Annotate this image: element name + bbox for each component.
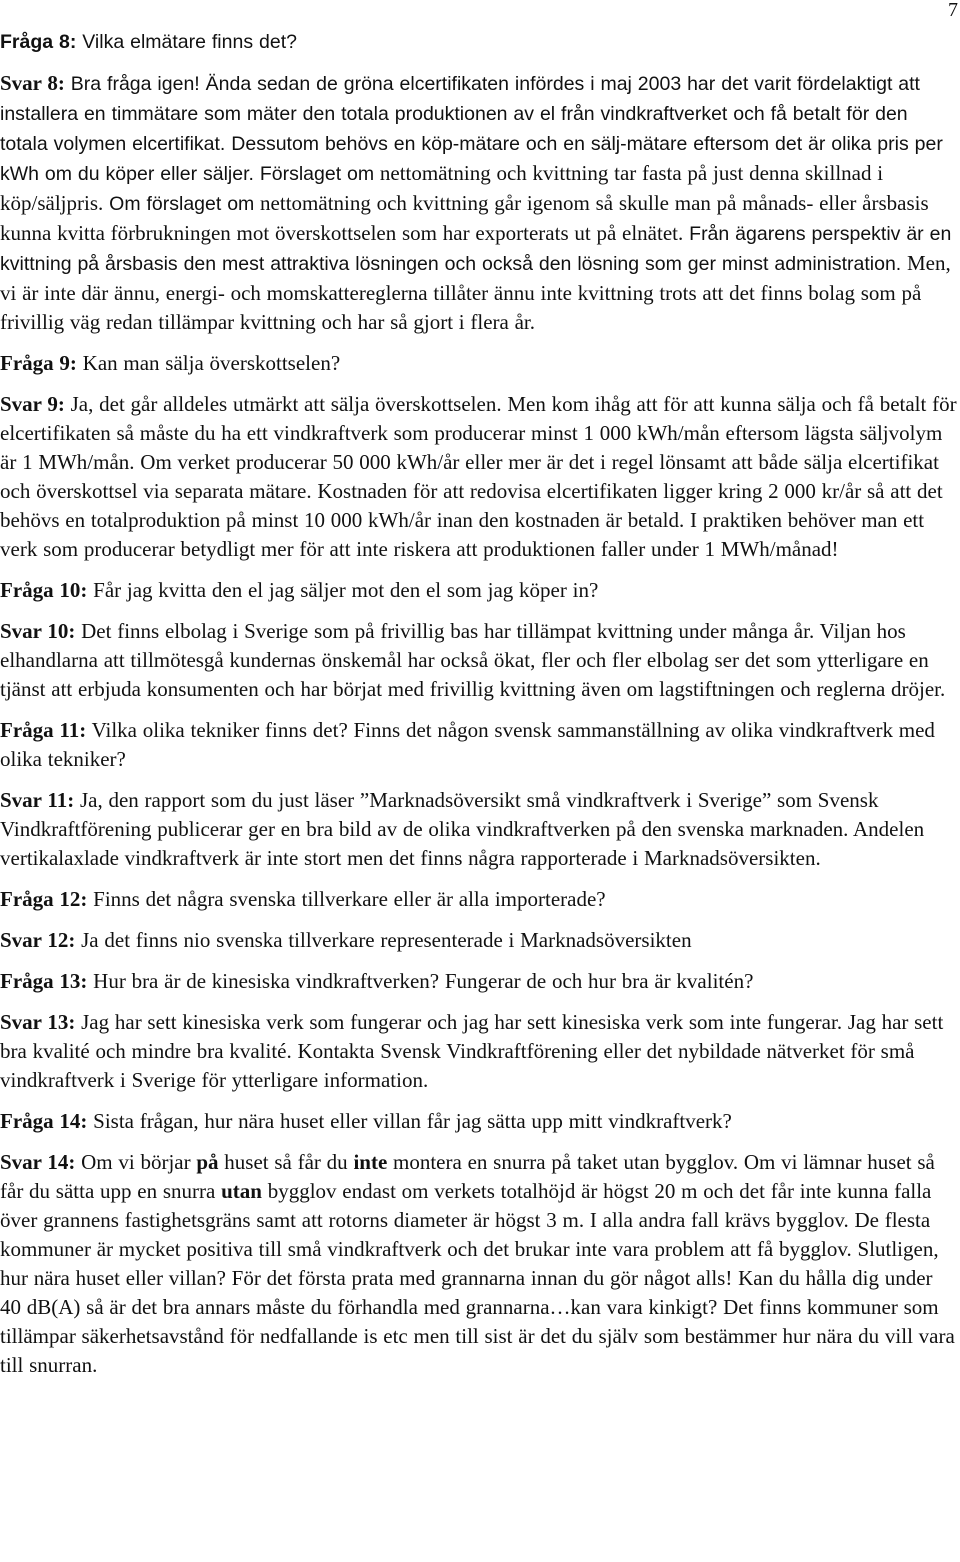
answer-12: [0, 926, 958, 955]
question-label: Fråga 11:: [0, 718, 87, 742]
question-text: Kan man sälja överskottselen?: [76, 351, 341, 375]
question-label: Fråga 14:: [0, 1109, 88, 1133]
question-label: Fråga 12:: [0, 887, 88, 911]
answer-text: huset så får du: [218, 1150, 354, 1174]
question-text: Finns det några svenska tillverkare eller är alla importerade?: [87, 887, 606, 911]
question-label: Fråga 9:: [0, 351, 77, 375]
answer-text: Bra fråga igen! Ända sedan de gröna elcertifikaten infördes i maj 2003 har det varit fördelaktigt att installera en timmätare som mäter den totala produktionen av el från vindkraftverket och få betalt för den totala volymen elcertifikat. Dessutom behövs en köp-mätare och en sälj-mätare eftersom det är olika pris per kWh om du köper eller säljer. Förslaget om: [0, 73, 943, 185]
answer-text: nettomätning och kvittning går igenom så skulle man på månads- eller årsbasis kunna kvitta förbrukningen mot överskottselen som har exporterats ut på elnätet.: [0, 191, 929, 245]
question-9: [0, 349, 958, 378]
answer-11: [0, 786, 958, 873]
faq-content: [0, 28, 958, 1392]
question-10: [0, 576, 958, 605]
emphasis-text: inte: [353, 1150, 388, 1174]
question-text: Sista frågan, hur nära huset eller villan får jag sätta upp mitt vindkraftverk?: [87, 1109, 732, 1133]
answer-9: [0, 390, 958, 564]
emphasis-text: på: [196, 1150, 219, 1174]
answer-text: Ja det finns nio svenska tillverkare representerade i Marknadsöversikten: [75, 928, 692, 952]
answer-13: [0, 1008, 958, 1095]
answer-text: nettomätning och kvittning tar fasta på just denna skillnad i köp/säljpris.: [0, 161, 884, 215]
answer-label: Svar 8:: [0, 71, 65, 95]
emphasis-text: utan: [221, 1179, 262, 1203]
answer-label: Svar 10:: [0, 619, 76, 643]
answer-label: Svar 13:: [0, 1010, 76, 1034]
answer-text: Det finns elbolag i Sverige som på frivillig bas har tillämpat kvittning under många år. Viljan hos elhandlarna att tillmötesgå kundernas önskemål har också ökat, fler och fler elbolag ser det som ytterligare en tjänst att erbjuda konsumenten och har börjat med frivillig kvittning även om lagstiftningen och reglerna dröjer.: [0, 619, 946, 701]
answer-text: bygglov endast om verkets totalhöjd är högst 20 m och det får inte kunna falla över grannens fastighetsgräns samt att rotorns diameter är högst 3 m. I alla andra fall krävs bygglov. De flesta kommuner är mycket positiva till små vindkraftverk och det brukar inte vara problem att få bygglov. Slutligen, hur nära huset eller villan? För det första prata med grannarna innan du gör något alls! Kan du hålla dig under 40 dB(A) så är det bra annars måste du förhandla med grannarna…kan vara kinkigt? Det finns kommuner som tillämpar säkerhetsavstånd för nedfallande is etc men till sist är det du själv som bestämmer hur nära du vill vara till snurran.: [0, 1179, 955, 1377]
question-label: Fråga 10:: [0, 578, 88, 602]
answer-text: Om vi börjar: [75, 1150, 197, 1174]
question-label: Fråga 13:: [0, 969, 88, 993]
answer-label: Svar 9:: [0, 392, 65, 416]
answer-label: Svar 11:: [0, 788, 75, 812]
question-text: Vilka elmätare finns det?: [76, 31, 297, 53]
answer-text: Från ägarens perspektiv är en kvittning på årsbasis den mest attraktiva lösningen och också den lösning som ger minst administration.: [0, 223, 952, 275]
answer-text: Ja, det går alldeles utmärkt att sälja överskottselen. Men kom ihåg att för att kunna sälja och få betalt för elcertifikaten så måste du ha ett vindkraftverk som producerar minst 1 000 kWh/mån eftersom lägsta säljvolym är 1 MWh/mån. Om verket producerar 50 000 kWh/år eller mer är det i regel lönsamt att både sälja elcertifikat och överskottsel via separata mätare. Kostnaden för att redovisa elcertifikaten ligger kring 2 000 kr/år så att det behövs en totalproduktion på minst 10 000 kWh/år inan den kostnaden är betald. I praktiken behöver man ett verk som producerar betydligt mer för att inte riskera att produktionen faller under 1 MWh/månad!: [0, 392, 957, 561]
answer-10: [0, 617, 958, 704]
answer-text: Jag har sett kinesiska verk som fungerar och jag har sett kinesiska verk som inte fungerar. Jag har sett bra kvalité och mindre bra kvalité. Kontakta Svensk Vindkraftförening eller det nybildade nätverket för små vindkraftverk i Sverige för ytterligare information.: [0, 1010, 944, 1092]
question-8: [0, 28, 958, 57]
answer-label: Svar 12:: [0, 928, 76, 952]
question-label: Fråga 8:: [0, 31, 77, 53]
question-11: [0, 716, 958, 774]
page-number: 7: [948, 0, 958, 21]
question-14: [0, 1107, 958, 1136]
question-13: [0, 967, 958, 996]
answer-14: [0, 1148, 958, 1380]
question-12: [0, 885, 958, 914]
answer-label: Svar 14:: [0, 1150, 76, 1174]
question-text: Hur bra är de kinesiska vindkraftverken? Fungerar de och hur bra är kvalitén?: [87, 969, 754, 993]
answer-text: montera en snurra på taket utan bygglov. Om vi lämnar huset så får du sätta upp en snurra: [0, 1150, 935, 1203]
question-text: Vilka olika tekniker finns det? Finns det någon svensk sammanställning av olika vindkraftverk med olika tekniker?: [0, 718, 935, 771]
answer-text: Om förslaget om: [103, 193, 255, 215]
answer-8: [0, 69, 958, 337]
answer-text: Men, vi är inte där ännu, energi- och momskattereglerna tillåter ännu inte kvittning trots att det finns bolag som på frivillig väg redan tillämpar kvittning och har så gjort i flera år.: [0, 251, 951, 334]
answer-text: Ja, den rapport som du just läser ”Marknadsöversikt små vindkraftverk i Sverige” som Svensk Vindkraftförening publicerar ger en bra bild av de olika vindkraftverken på den svenska marknaden. Andelen vertikalaxlade vindkraftverk är inte stort men det finns några rapporterade i Marknadsöversikten.: [0, 788, 925, 870]
question-text: Får jag kvitta den el jag säljer mot den el som jag köper in?: [87, 578, 599, 602]
